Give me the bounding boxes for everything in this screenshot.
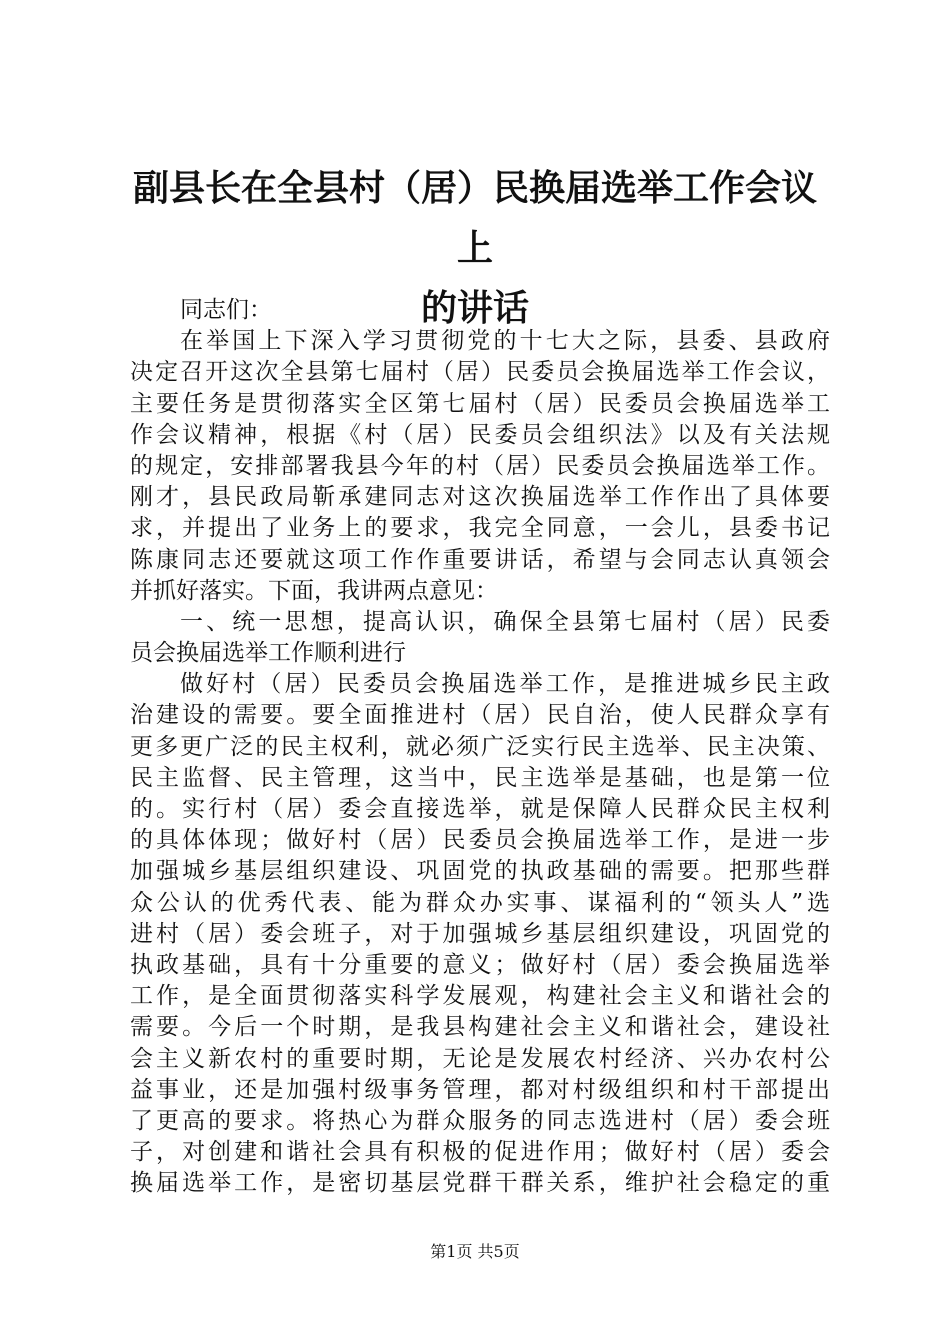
page-footer: 第1页 共5页: [430, 1242, 520, 1261]
paragraph-line: 换届选举工作，是密切基层党群干群关系，维护社会稳定的重: [130, 1170, 830, 1197]
paragraph-line: 众公认的优秀代表、能为群众办实事、谋福利的“领头人”选: [130, 889, 830, 916]
paragraph-line: 决定召开这次全县第七届村（居）民委员会换届选举工作会议，: [130, 359, 830, 386]
paragraph-line: 子，对创建和谐社会具有积极的促进作用；做好村（居）委会: [130, 1139, 830, 1166]
paragraph-line: 益事业，还是加强村级事务管理，都对村级组织和村干部提出: [130, 1076, 830, 1103]
paragraph-line: 了更高的要求。将热心为群众服务的同志选进村（居）委会班: [130, 1107, 830, 1134]
paragraph-line: 主要任务是贯彻落实全区第七届村（居）民委员会换届选举工: [130, 390, 830, 417]
paragraph-line: 加强城乡基层组织建设、巩固党的执政基础的需要。把那些群: [130, 858, 830, 885]
section-heading-line: 员会换届选举工作顺利进行: [130, 640, 406, 667]
document-body: [130, 295, 830, 1199]
paragraph-line: 刚才，县民政局靳承建同志对这次换届选举工作作出了具体要: [130, 484, 830, 511]
paragraph-line: 陈康同志还要就这项工作作重要讲话，希望与会同志认真领会: [130, 546, 830, 573]
paragraph-line: 并抓好落实。下面，我讲两点意见：: [130, 577, 498, 604]
paragraph-line: 会主义新农村的重要时期，无论是发展农村经济、兴办农村公: [130, 1045, 830, 1072]
paragraph-line: 民主监督、民主管理，这当中，民主选举是基础，也是第一位: [130, 764, 830, 791]
paragraph-line: 在举国上下深入学习贯彻党的十七大之际，县委、县政府: [180, 328, 830, 355]
salutation: 同志们：: [180, 297, 272, 323]
paragraph-line: 需要。今后一个时期，是我县构建社会主义和谐社会，建设社: [130, 1014, 830, 1041]
paragraph-line: 进村（居）委会班子，对于加强城乡基层组织建设，巩固党的: [130, 920, 830, 947]
title-line-1: 副县长在全县村（居）民换届选举工作会议上: [132, 167, 817, 269]
paragraph-line: 的规定，安排部署我县今年的村（居）民委员会换届选举工作。: [130, 452, 830, 479]
paragraph-line: 作会议精神，根据《村（居）民委员会组织法》以及有关法规: [130, 421, 830, 448]
paragraph-line: 的。实行村（居）委会直接选举，就是保障人民群众民主权利: [130, 796, 830, 822]
section-heading-line: 一、统一思想，提高认识，确保全县第七届村（居）民委: [180, 608, 830, 635]
title-line-2: 的讲话: [420, 287, 529, 329]
paragraph-line: 更多更广泛的民主权利，就必须广泛实行民主选举、民主决策、: [130, 733, 830, 760]
paragraph-line: 工作，是全面贯彻落实科学发展观，构建社会主义和谐社会的: [130, 983, 830, 1010]
paragraph-line: 执政基础，具有十分重要的意义；做好村（居）委会换届选举: [130, 951, 830, 978]
paragraph-line: 的具体体现；做好村（居）民委员会换届选举工作，是进一步: [130, 827, 830, 854]
paragraph-line: 做好村（居）民委员会换届选举工作，是推进城乡民主政: [180, 671, 830, 698]
paragraph-line: 治建设的需要。要全面推进村（居）民自治，使人民群众享有: [130, 702, 830, 729]
paragraph-line: 求，并提出了业务上的要求，我完全同意，一会儿，县委书记: [130, 515, 830, 542]
